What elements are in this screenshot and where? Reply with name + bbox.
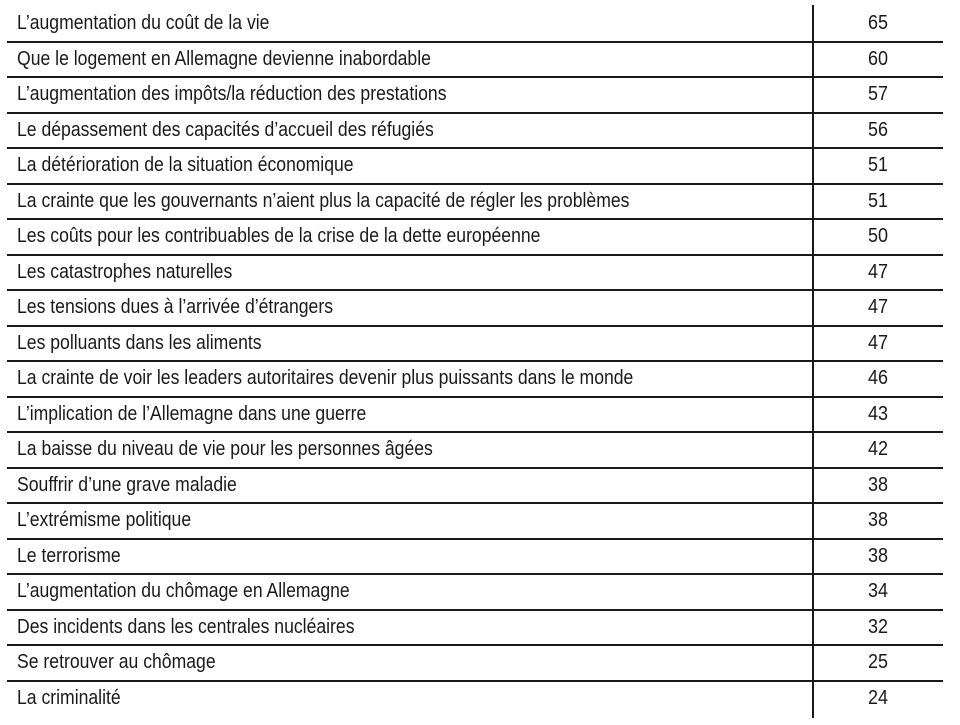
row-value: 25 <box>867 651 889 673</box>
table-row <box>7 185 943 221</box>
table-row <box>7 327 943 363</box>
table-row <box>7 540 943 576</box>
row-value: 38 <box>867 509 889 531</box>
table-row <box>7 682 943 718</box>
row-value: 42 <box>867 438 889 460</box>
table-row <box>7 575 943 611</box>
row-label: La détérioration de la situation économique <box>17 154 354 176</box>
row-label: Le terrorisme <box>17 544 121 567</box>
row-label: Les catastrophes naturelles <box>17 260 233 283</box>
row-value: 47 <box>867 296 889 318</box>
row-label: Que le logement en Allemagne devienne inabordable <box>17 47 431 70</box>
row-label: Le dépassement des capacités d’accueil des réfugiés <box>17 118 434 141</box>
table-row <box>7 114 943 150</box>
row-label: Les coûts pour les contribuables de la crise de la dette européenne <box>17 225 541 247</box>
row-label: La crainte de voir les leaders autoritaires devenir plus puissants dans le monde <box>17 367 634 389</box>
table-row <box>7 398 943 434</box>
row-label: La baisse du niveau de vie pour les personnes âgées <box>17 438 433 460</box>
row-value: 24 <box>867 686 889 709</box>
table-row <box>7 78 943 114</box>
row-value: 38 <box>867 473 889 496</box>
row-label: L’implication de l’Allemagne dans une guerre <box>17 402 367 425</box>
row-label: Des incidents dans les centrales nucléaires <box>17 615 355 638</box>
row-label: Souffrir d’une grave maladie <box>17 473 237 496</box>
row-value: 38 <box>867 544 889 567</box>
table-row <box>7 504 943 540</box>
table-row <box>7 220 943 256</box>
row-value: 46 <box>867 367 889 389</box>
table-row <box>7 433 943 469</box>
row-value: 51 <box>867 154 889 176</box>
row-label: Se retrouver au chômage <box>17 651 216 673</box>
table-row <box>7 469 943 505</box>
row-label: L’augmentation du chômage en Allemagne <box>17 580 350 602</box>
column-divider <box>812 5 814 718</box>
row-value: 47 <box>867 331 889 354</box>
table-row <box>7 291 943 327</box>
table-row <box>7 362 943 398</box>
row-value: 57 <box>867 83 889 105</box>
table-row <box>7 149 943 185</box>
row-label: L’augmentation du coût de la vie <box>17 12 270 34</box>
row-label: La criminalité <box>17 686 121 709</box>
row-value: 32 <box>867 615 889 638</box>
row-label: L’augmentation des impôts/la réduction des prestations <box>17 83 447 105</box>
table-row <box>7 611 943 647</box>
table-row <box>7 646 943 682</box>
row-label: L’extrémisme politique <box>17 509 192 531</box>
row-value: 50 <box>867 225 889 247</box>
row-label: La crainte que les gouvernants n’aient plus la capacité de régler les problèmes <box>17 189 630 212</box>
row-value: 43 <box>867 402 889 425</box>
row-value: 56 <box>867 118 889 141</box>
row-value: 65 <box>867 12 889 34</box>
row-value: 51 <box>867 189 889 212</box>
row-label: Les tensions dues à l’arrivée d’étrangers <box>17 296 334 318</box>
fears-table <box>7 7 943 717</box>
table-row <box>7 43 943 79</box>
row-value: 60 <box>867 47 889 70</box>
table-row <box>7 7 943 43</box>
row-label: Les polluants dans les aliments <box>17 331 262 354</box>
row-value: 47 <box>867 260 889 283</box>
table-row <box>7 256 943 292</box>
row-value: 34 <box>867 580 889 602</box>
